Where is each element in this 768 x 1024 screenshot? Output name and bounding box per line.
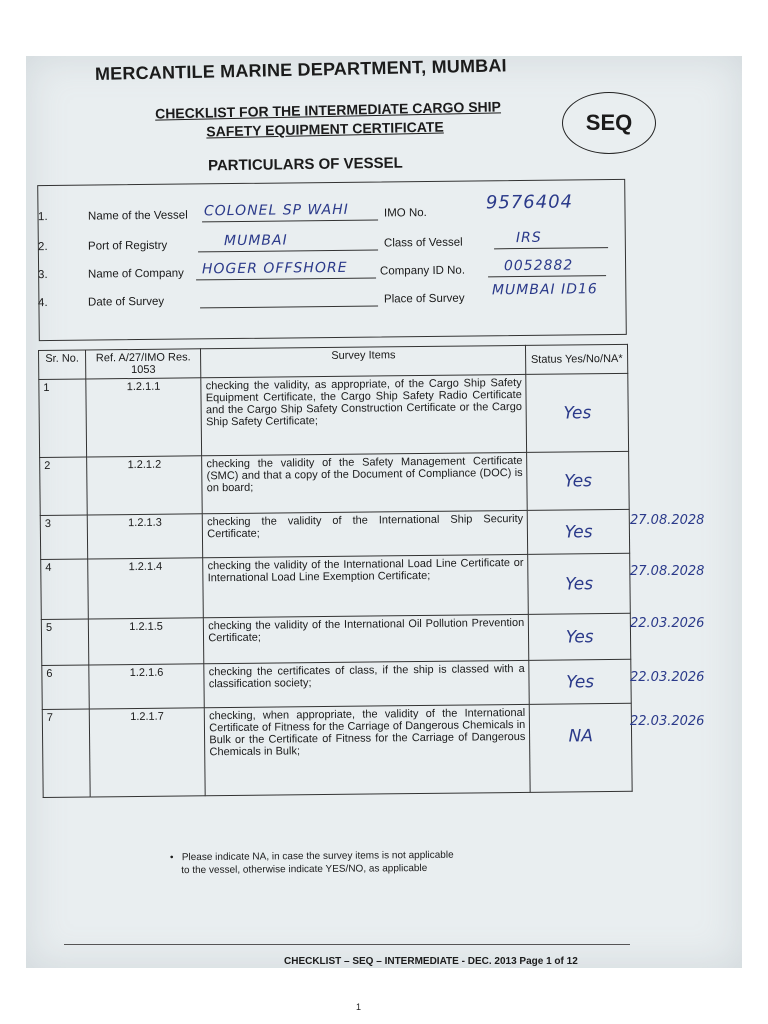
ref-cell: 1.2.1.3 [87,514,203,559]
status-cell [530,703,633,792]
imo-number-value: 9576404 [485,191,574,214]
table-row [40,509,629,559]
company-id-value: 0052882 [503,257,574,275]
item-cell: checking the validity of the Safety Management Certificate (SMC) and that a copy of the Document of Compliance (DOC) is on board; [202,452,528,513]
expiry-date: 22.03.2026 [630,616,705,631]
header-sr-no: Sr. No. [39,350,86,379]
table-row [41,553,631,619]
footnote-line2: to the vessel, otherwise indicate YES/NO, as applicable [181,862,428,877]
expiry-date: 22.03.2026 [630,670,705,685]
particular-label: Company ID No. [379,264,466,278]
status-value: Yes [563,402,592,424]
table-row [41,613,630,665]
company-name-value: HOGER OFFSHORE [201,259,348,278]
checklist-title-line2: SAFETY EQUIPMENT CERTIFICATE [206,118,444,140]
table-row [39,373,629,457]
table-row [40,451,630,515]
particular-number: 4. [37,296,48,310]
vessel-name-value: COLONEL SP WAHI [203,201,349,220]
table-row [42,703,632,797]
seq-badge: SEQ [562,92,656,154]
survey-items-table [38,344,633,798]
fill-line [494,231,608,249]
particular-number: 2. [37,240,48,254]
ref-cell: 1.2.1.4 [88,558,204,619]
expiry-date: 22.03.2026 [630,714,705,729]
footnote-bullet: • [169,852,174,864]
status-value: Yes [564,521,593,542]
header-status: Status Yes/No/NA* [526,344,628,374]
sr-cell: 3 [40,515,87,559]
item-cell: checking the certificates of class, if the ship is classed with a classification society; [204,660,529,707]
particular-number: 3. [37,268,48,282]
department-heading: MERCANTILE MARINE DEPARTMENT, MUMBAI [94,55,507,84]
port-of-registry-value: MUMBAI [223,232,288,250]
particular-label: Name of Company [87,267,184,281]
ref-cell: 1.2.1.2 [87,456,203,515]
particular-label: Port of Registry [87,239,168,253]
particular-label: Name of the Vessel [87,209,188,223]
place-of-survey-value: MUMBAI ID16 [491,281,598,299]
item-cell: checking the validity of the International Load Line Certificate or International Load Line Exemption Certificate; [203,554,529,617]
status-value: NA [568,726,594,747]
particulars-heading: PARTICULARS OF VESSEL [207,154,403,175]
particular-label: Date of Survey [87,295,165,309]
status-value: Yes [564,470,593,491]
ref-cell: 1.2.1.6 [89,664,205,709]
status-cell [529,659,631,704]
item-cell: checking the validity, as appropriate, of the Cargo Ship Safety Equipment Certificate, the Cargo Ship Safety Radio Certificate and the Cargo Ship Safety Construction Certificate or the Cargo Ship Safety Certificate; [201,374,527,455]
sr-cell: 1 [39,379,87,457]
page-footer: CHECKLIST – SEQ – INTERMEDIATE - DEC. 2013 Page 1 of 12 [284,956,578,967]
footer-divider [64,944,630,945]
status-cell [528,553,630,614]
table-row [42,659,631,709]
footnote [170,849,454,877]
particular-label: IMO No. [383,207,427,220]
status-cell [527,451,629,510]
status-cell [528,509,630,554]
checklist-title-line1: CHECKLIST FOR THE INTERMEDIATE CARGO SHIP [154,98,502,122]
sr-cell: 6 [42,665,89,709]
class-of-vessel-value: IRS [515,229,542,247]
ref-cell: 1.2.1.1 [86,378,202,457]
page-number: 1 [356,1002,362,1012]
expiry-date: 27.08.2028 [630,564,705,579]
status-value: Yes [565,573,594,594]
sr-cell: 7 [42,709,90,797]
header-survey-items: Survey Items [201,345,526,377]
particular-number: 1. [37,210,48,224]
footnote-line1: Please indicate NA, in case the survey items is not applicable [181,849,454,864]
item-cell: checking, when appropriate, the validity of the International Certificate of Fitness for the Carriage of Dangerous Chemicals in Bulk or the Certificate of Fitness for the Carriage of Dangerous Chemicals in Bulk; [205,704,531,795]
particular-label: Class of Vessel [383,236,463,250]
fill-line [200,290,378,309]
expiry-date: 27.08.2028 [630,513,705,528]
item-cell: checking the validity of the International Ship Security Certificate; [203,510,528,557]
status-cell [526,373,628,452]
status-value: Yes [566,671,595,692]
sr-cell: 5 [41,619,88,665]
particular-label: Place of Survey [383,292,465,306]
status-cell [529,613,631,660]
header-ref: Ref. A/27/IMO Res. 1053 [86,349,202,379]
sr-cell: 2 [40,457,88,515]
sr-cell: 4 [41,559,89,619]
ref-cell: 1.2.1.5 [88,618,204,665]
ref-cell: 1.2.1.7 [89,708,205,797]
status-value: Yes [565,626,594,647]
item-cell: checking the validity of the International Oil Pollution Prevention Certificate; [204,614,529,663]
